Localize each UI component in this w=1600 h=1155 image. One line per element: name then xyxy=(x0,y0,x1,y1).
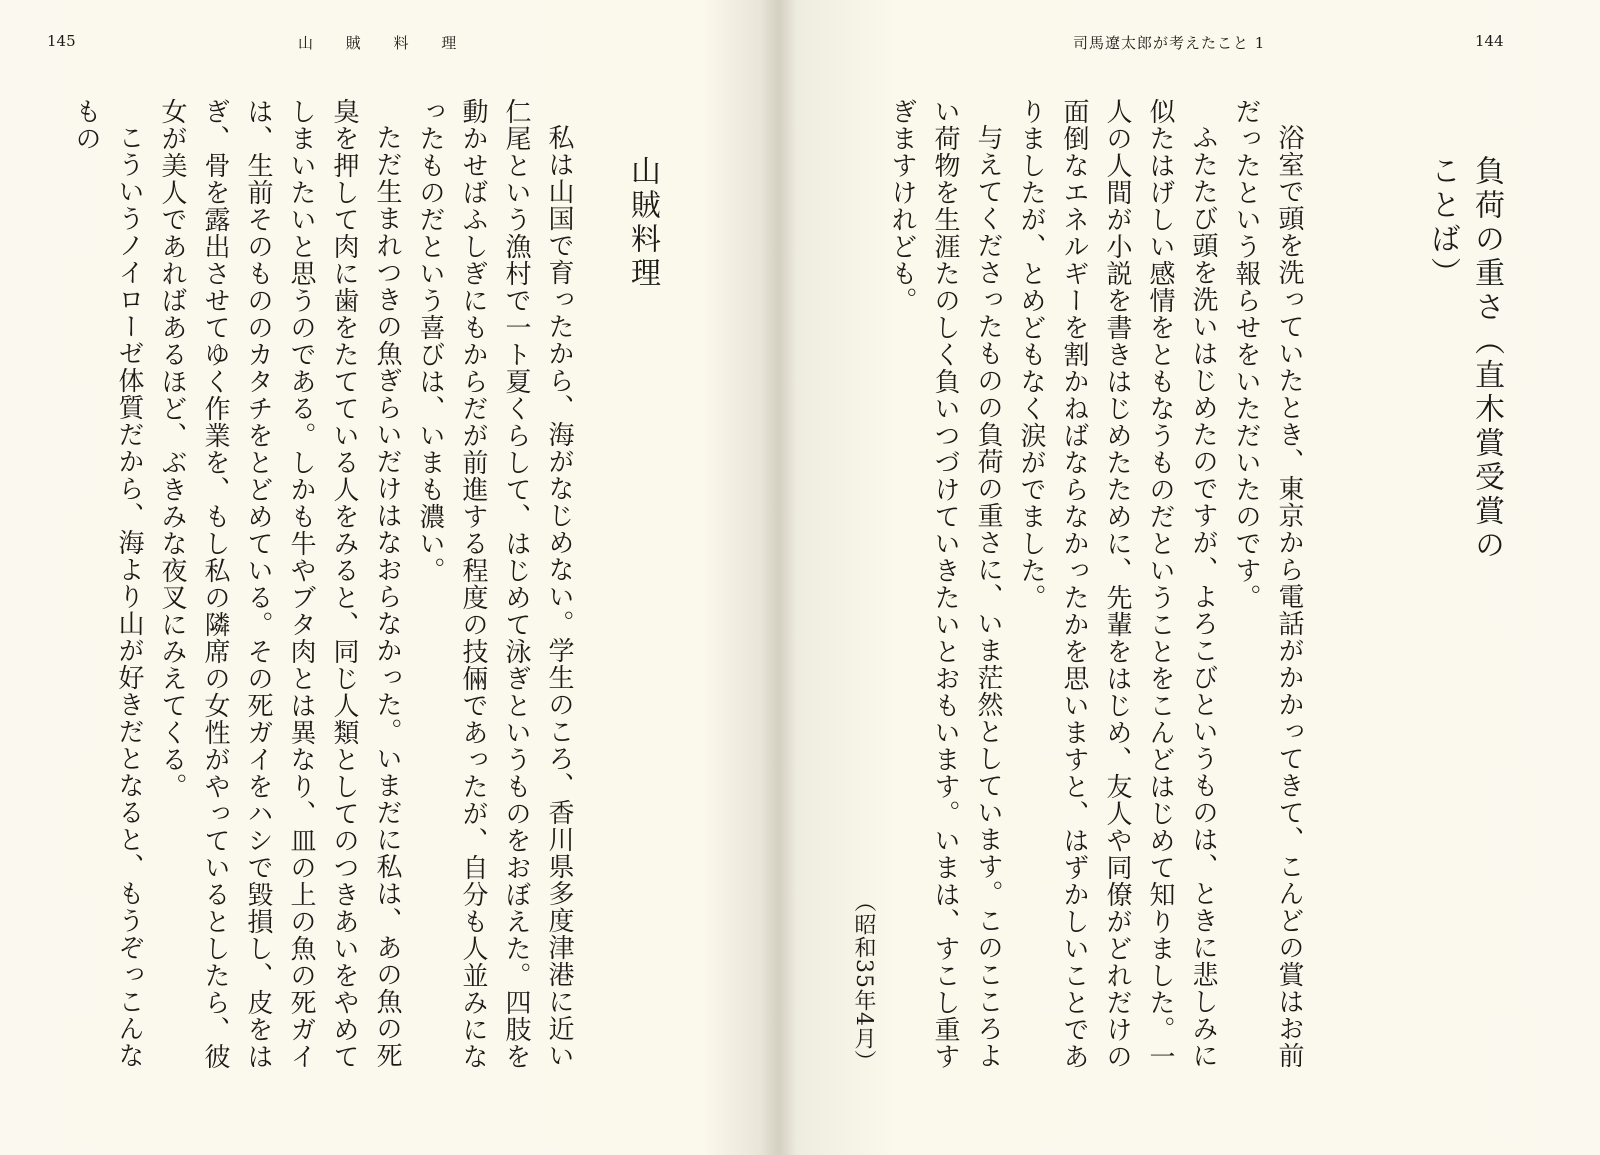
right-paragraph-2: ふたたび頭を洗いはじめたのですが、よろこびというものは、ときに悲しみに似たはげしい感情をともなうものだということをこんどはじめて知りました。一人の人間が小説を書きはじめたために、先輩をはじめ、友人や同僚がどれだけの面倒なエネルギーを割かねばならなかったかを思いますと、はずかしいことでありましたが、とめどもなく涙がでました。 xyxy=(1016,98,1218,1070)
left-body-text xyxy=(40,98,580,1088)
left-paragraph-2: ただ生まれつきの魚ぎらいだけはなおらなかった。いまだに私は、あの魚の死臭を押して肉に歯をたてている人をみると、同じ人類としてのつきあいをやめてしまいたいと思うのである。しかも牛やブタ肉とは異なり、皿の上の魚の死ガイは、生前そのもののカタチをとどめている。その死ガイをハシで毀損し、皮をはぎ、骨を露出させてゆく作業を、もし私の隣席の女性がやっているとしたら、彼女が美人であればあるほど、ぶきみな夜叉にみえてくる。 xyxy=(157,98,402,1070)
book-gutter xyxy=(760,0,796,1155)
essay-date: （昭和35年4月） xyxy=(851,890,876,1073)
left-running-header: 山 賊 料 理 xyxy=(298,34,471,52)
left-paragraph-3: こういうノイローゼ体質だから、海より山が好きだとなると、もうぞっこんなもの xyxy=(71,98,144,1069)
right-running-header: 司馬遼太郎が考えたこと 1 xyxy=(1073,34,1266,52)
left-page-number: 145 xyxy=(47,32,76,50)
right-essay-title: 負荷の重さ（直木賞受賞のことば） xyxy=(1425,155,1504,563)
right-body-text xyxy=(870,98,1310,1088)
right-page-number: 144 xyxy=(1475,32,1504,50)
left-essay-title: 山賊料理 xyxy=(625,155,660,291)
right-paragraph-3: 与えてくださったものの負荷の重さに、いま茫然としています。このこころよい荷物を生涯たのしく負いつづけていきたいとおもいます。いまは、すこし重すぎますけれども。 xyxy=(887,98,1003,1070)
left-paragraph-1: 私は山国で育ったから、海がなじめない。学生のころ、香川県多度津港に近い仁尾という漁村で一ト夏くらして、はじめて泳ぎというものをおぼえた。四肢を動かせばふしぎにもからだが前進する程度の技倆であったが、自分も人並みになったものだという喜びは、いまも濃い。 xyxy=(415,98,574,1070)
right-paragraph-1: 浴室で頭を洗っていたとき、東京から電話がかかってきて、こんどの賞はお前だったという報らせをいただいたのです。 xyxy=(1231,98,1304,1069)
